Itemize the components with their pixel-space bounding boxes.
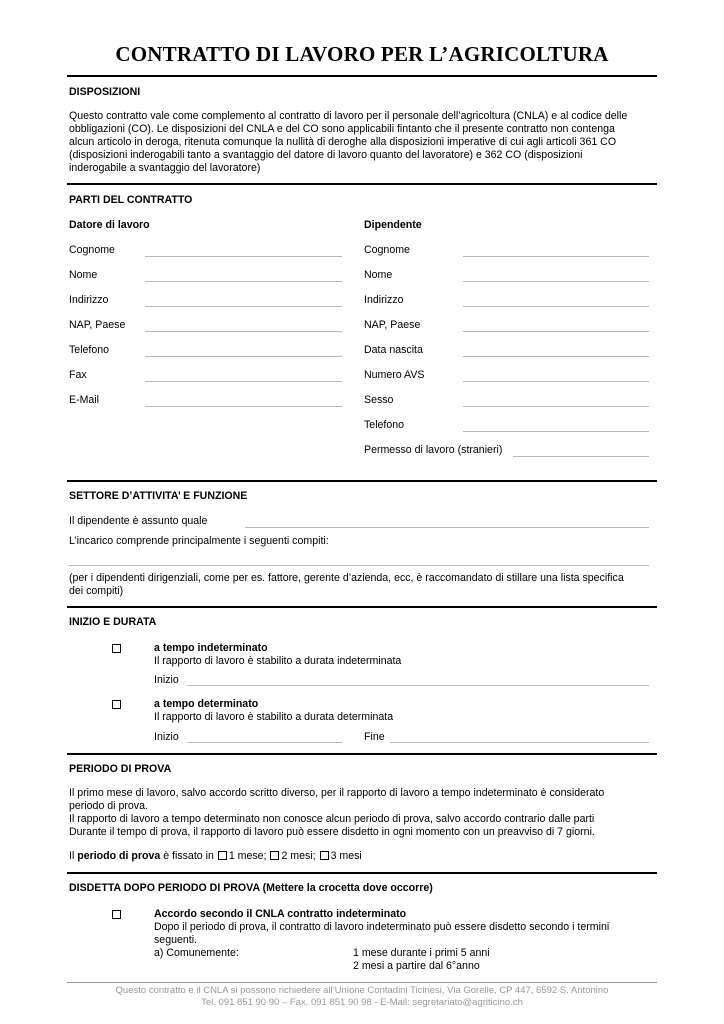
text-line: Il primo mese di lavoro, salvo accordo scritto diverso, per il rapporto di lavoro a tempo indeterminato è considerato (69, 787, 605, 799)
dipendente-permesso-field[interactable] (513, 456, 649, 457)
indeterminato-inizio-label: Inizio (154, 674, 179, 686)
accordo-cnla-title: Accordo secondo il CNLA contratto indeterminato (154, 908, 407, 920)
footer-line-2: Tel. 091 851 90 90 – Fax. 091 851 90 98 - E-Mail: segretariato@agriticino.ch (201, 997, 523, 1008)
prova-2mesi-checkbox[interactable] (270, 851, 279, 860)
section-heading-disposizioni: DISPOSIZIONI (69, 86, 141, 98)
section-heading-settore: SETTORE D’ATTIVITA’ E FUNZIONE (69, 490, 248, 502)
prova-selection-row (69, 850, 362, 862)
datore-nap-label: NAP, Paese (69, 319, 126, 331)
determinato-title: a tempo determinato (154, 698, 259, 710)
prova-mid: è fissato in (163, 850, 214, 862)
comunemente-label: a) Comunemente: (154, 947, 239, 959)
footer-divider (67, 982, 657, 983)
determinato-fine-field[interactable] (390, 742, 649, 743)
section-divider (67, 872, 657, 874)
accordo-cnla-checkbox[interactable] (112, 910, 121, 919)
datore-fax-field[interactable] (145, 381, 342, 382)
text-line: periodo di prova. (69, 800, 148, 812)
text-line: Questo contratto vale come complemento al contratto di lavoro per il personale dell’agricoltura (CNLA) e al codice delle (69, 110, 628, 122)
datore-email-label: E-Mail (69, 394, 100, 406)
indeterminato-checkbox[interactable] (112, 644, 121, 653)
disposizioni-text (69, 110, 656, 175)
dipendente-nome-label: Nome (364, 269, 393, 281)
accordo-cnla-desc (154, 921, 656, 947)
dipendente-nap-field[interactable] (463, 331, 649, 332)
settore-note (69, 572, 656, 598)
section-divider (67, 75, 657, 77)
determinato-inizio-field[interactable] (187, 742, 342, 743)
dipendente-sesso-label: Sesso (364, 394, 394, 406)
dipendente-nome-field[interactable] (463, 281, 649, 282)
footer-line-1: Questo contratto e il CNLA si possono richiedere all’Unione Contadini Ticinesi, Via Gorelle, CP 447, 6592 S. Antonino (115, 985, 609, 996)
datore-cognome-label: Cognome (69, 244, 115, 256)
section-heading-parti: PARTI DEL CONTRATTO (69, 194, 193, 206)
section-heading-inizio: INIZIO E DURATA (69, 616, 157, 628)
prova-3mesi-checkbox[interactable] (320, 851, 329, 860)
text-line: obbligazioni (CO). Le disposizioni del CNLA e del CO sono applicabili fintanto che il presente contratto non contenga (69, 123, 615, 135)
termine-2: 2 mesi a partire dal 6°anno (353, 960, 480, 972)
section-divider (67, 480, 657, 482)
document-title: CONTRATTO DI LAVORO PER L’AGRICOLTURA (115, 42, 609, 66)
section-divider (67, 183, 657, 185)
dipendente-telefono-field[interactable] (463, 431, 649, 432)
datore-fax-label: Fax (69, 369, 87, 381)
prova-1mese-label: 1 mese; (228, 850, 267, 862)
prova-2mesi-label: 2 mesi; (281, 850, 316, 862)
dipendente-cognome-label: Cognome (364, 244, 410, 256)
text-line: Il rapporto di lavoro a tempo determinato non conosce alcun periodo di prova, salvo accordo contrario dalle parti (69, 813, 595, 825)
datore-cognome-field[interactable] (145, 256, 342, 257)
prova-text (69, 787, 656, 839)
datore-email-field[interactable] (145, 406, 342, 407)
datore-indirizzo-label: Indirizzo (69, 294, 109, 306)
dipendente-avs-field[interactable] (463, 381, 649, 382)
indeterminato-desc: Il rapporto di lavoro è stabilito a durata indeterminata (154, 655, 402, 667)
dipendente-avs-label: Numero AVS (364, 369, 425, 381)
datore-telefono-label: Telefono (69, 344, 110, 356)
dipendente-datanascita-field[interactable] (463, 356, 649, 357)
text-line: seguenti. (154, 934, 197, 946)
text-line: Dopo il periodo di prova, il contratto di lavoro indeterminato può essere disdetto secondo i termini (154, 921, 610, 933)
dipendente-datanascita-label: Data nascita (364, 344, 423, 356)
datore-heading: Datore di lavoro (69, 219, 150, 231)
dipendente-indirizzo-label: Indirizzo (364, 294, 404, 306)
dipendente-nap-label: NAP, Paese (364, 319, 421, 331)
assunto-field[interactable] (245, 527, 649, 528)
incarico-label: L’incarico comprende principalmente i seguenti compiti: (69, 535, 329, 547)
section-divider (67, 606, 657, 608)
determinato-fine-label: Fine (364, 731, 385, 743)
text-line: (disposizioni inderogabili tanto a svantaggio del datore di lavoro quanto del lavoratore) e 362 CO (disposizioni (69, 149, 583, 161)
dipendente-telefono-label: Telefono (364, 419, 405, 431)
indeterminato-inizio-field[interactable] (187, 685, 649, 686)
dipendente-indirizzo-field[interactable] (463, 306, 649, 307)
incarico-field[interactable] (69, 565, 649, 566)
determinato-inizio-label: Inizio (154, 731, 179, 743)
section-divider (67, 753, 657, 755)
text-line: Durante il tempo di prova, il rapporto di lavoro può essere disdetto in ogni momento con un preavviso di 7 giorni. (69, 826, 595, 838)
section-heading-prova: PERIODO DI PROVA (69, 763, 172, 775)
text-line: inderogabile a svantaggio del lavoratore) (69, 162, 261, 174)
dipendente-heading: Dipendente (364, 219, 422, 231)
datore-telefono-field[interactable] (145, 356, 342, 357)
datore-nap-field[interactable] (145, 331, 342, 332)
datore-indirizzo-field[interactable] (145, 306, 342, 307)
text-line: (per i dipendenti dirigenziali, come per es. fattore, gerente d’azienda, ecc, è raccomandato di stillare una lista specifica (69, 572, 624, 584)
datore-nome-label: Nome (69, 269, 98, 281)
prova-3mesi-label: 3 mesi (330, 850, 362, 862)
prova-1mese-checkbox[interactable] (218, 851, 227, 860)
dipendente-permesso-label: Permesso di lavoro (stranieri) (364, 444, 503, 456)
section-heading-disdetta: DISDETTA DOPO PERIODO DI PROVA (Mettere la crocetta dove occorre) (69, 882, 433, 894)
datore-nome-field[interactable] (145, 281, 342, 282)
text-line: dei compiti) (69, 585, 124, 597)
termine-1: 1 mese durante i primi 5 anni (353, 947, 490, 959)
prova-prefix: Il (69, 850, 75, 862)
assunto-label: Il dipendente è assunto quale (69, 515, 208, 527)
determinato-desc: Il rapporto di lavoro è stabilito a durata determinata (154, 711, 394, 723)
text-line: alcun articolo in deroga, ritenuta comunque la nullità di deroghe alla disposizioni imperative di cui agli articoli 361 CO (69, 136, 617, 148)
prova-bold-label: periodo di prova (77, 850, 161, 862)
determinato-checkbox[interactable] (112, 700, 121, 709)
dipendente-sesso-field[interactable] (463, 406, 649, 407)
dipendente-cognome-field[interactable] (463, 256, 649, 257)
indeterminato-title: a tempo indeterminato (154, 642, 268, 654)
